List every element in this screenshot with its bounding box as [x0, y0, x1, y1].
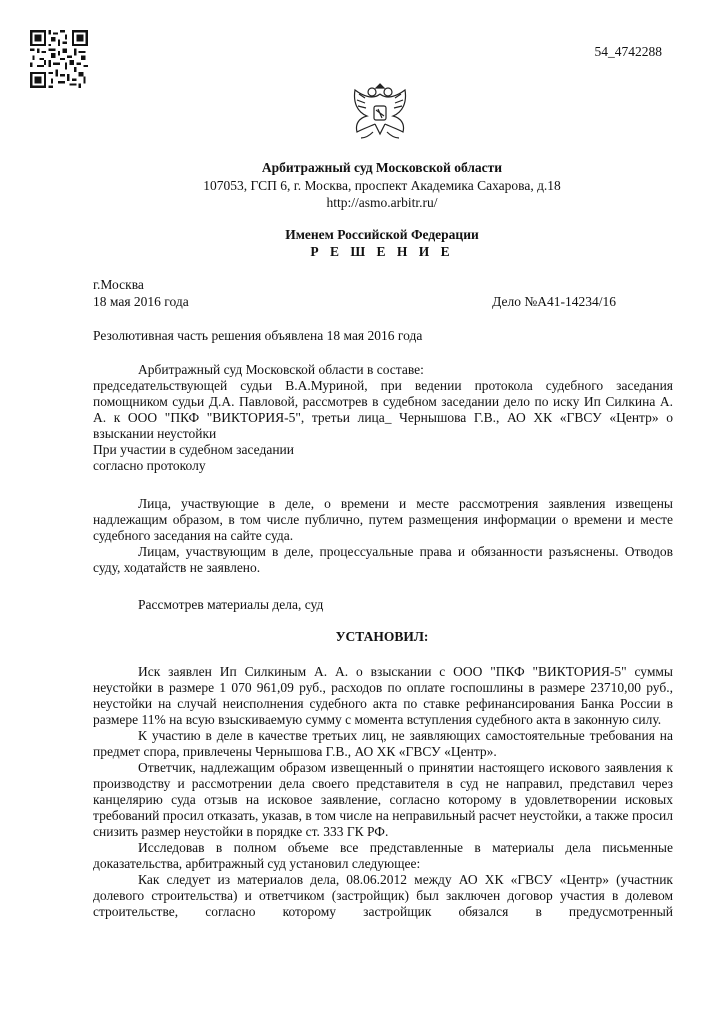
document-number: 54_4742288	[594, 44, 662, 59]
composition-block	[93, 362, 673, 474]
defendant-paragraph: Ответчик, надлежащим образом извещенный о принятии настоящего искового заявления к производству и рассмотрении дела своего представителя в суд не направил, представил через канцелярию суда отзыв на исковое заявление, согласно которому в удовлетворении исковых требований просил отказать, указав, в том числе на неправильный расчет неустойки, а также просил снизить размер неустойки в порядке ст. 333 ГК РФ.	[93, 760, 673, 839]
notice-block	[93, 496, 673, 576]
decision-date: 18 мая 2016 года	[93, 294, 189, 309]
coat-of-arms-icon	[345, 80, 415, 146]
resolution-note: Резолютивная часть решения объявлена 18 мая 2016 года	[93, 328, 423, 343]
decision-title: Р Е Ш Е Н И Е	[310, 244, 454, 259]
contract-paragraph: Как следует из материалов дела, 08.06.2012 между АО ХК «ГВСУ «Центр» (участник долевого строительства) и ответчиком (застройщик) был заключен договор участия в долевом строительстве, согласно которому застройщик обязался в предусмотренный	[93, 872, 673, 919]
qr-code-icon	[30, 30, 88, 88]
notice-paragraph: Лица, участвующие в деле, о времени и месте рассмотрения заявления извещены надлежащим образом, в том числе публично, путем размещения информации о времени и месте судебного заседания на сайте суда.	[93, 496, 673, 543]
established-title: УСТАНОВИЛ:	[335, 629, 429, 644]
court-address: 107053, ГСП 6, г. Москва, проспект Академика Сахарова, д.18	[203, 178, 561, 193]
case-number: Дело №А41-14234/16	[492, 294, 616, 309]
third-parties-paragraph: К участию в деле в качестве третьих лиц, не заявляющих самостоятельные требования на предмет спора, привлечены Чернышова Г.В., АО ХК «ГВСУ «Центр».	[93, 728, 673, 759]
court-name: Арбитражный суд Московской области	[261, 160, 503, 175]
composition-intro: Арбитражный суд Московской области в составе:	[138, 362, 424, 377]
rf-heading: Именем Российской Федерации	[285, 227, 479, 242]
claim-paragraph: Иск заявлен Ип Силкиным А. А. о взыскании с ООО "ПКФ "ВИКТОРИЯ-5" суммы неустойки в размере 1 070 961,09 руб., расходов по оплате госпошлины в размере 23710,00 руб., неустойки на случай неисполнения судебного акта по ставке рефинансирования Банка России в размере 11% на всую взыскиваемую сумму с момента вступления судебного акта в законную силу.	[93, 664, 673, 727]
protocol-line: согласно протоколу	[93, 458, 206, 473]
evidence-paragraph: Исследовав в полном объеме все представленные в материалы дела письменные доказательства, арбитражный суд установил следующее:	[93, 840, 673, 871]
court-website-link[interactable]: http://asmo.arbitr.ru/	[326, 195, 438, 210]
rights-paragraph: Лицам, участвующим в деле, процессуальные права и обязанности разъяснены. Отводов суду, ходатайств не заявлено.	[93, 544, 673, 575]
review-line: Рассмотрев материалы дела, суд	[138, 597, 324, 612]
city: г.Москва	[93, 277, 144, 292]
participation-line: При участии в судебном заседании	[93, 442, 295, 457]
review-line-block	[93, 597, 673, 613]
established-block	[93, 664, 673, 920]
composition-text: председательствующей судьи В.А.Муриной, при ведении протокола судебного заседания помощником судьи Д.А. Павловой, рассмотрев в судебном заседании дело по иску Ип Силкина А. А. к ООО "ПКФ "ВИКТОРИЯ-5", третьи лица_ Чернышова Г.В., АО ХК «ГВСУ «Центр» о взыскании неустойки	[93, 378, 673, 441]
